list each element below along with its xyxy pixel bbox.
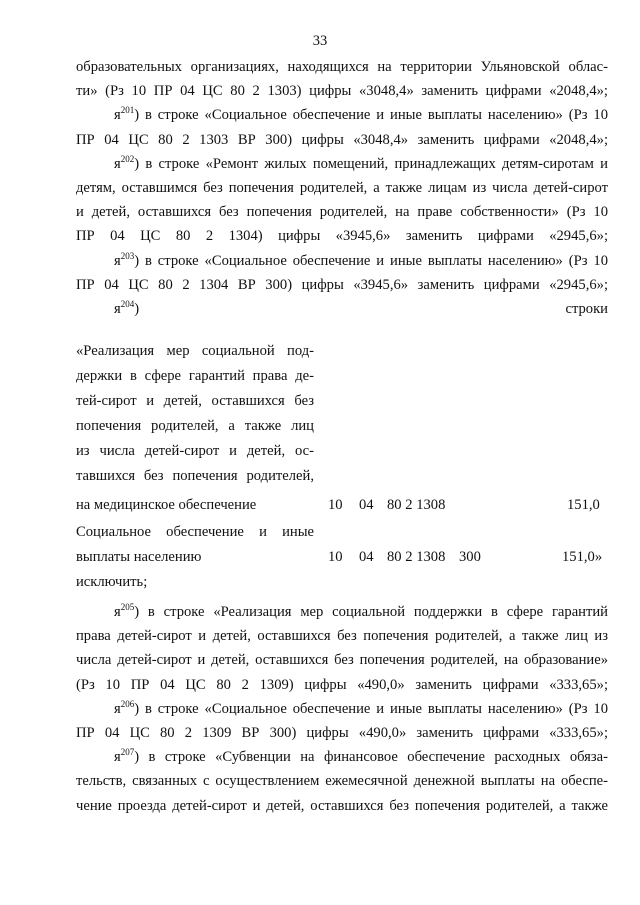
- text-line: ПР 04 ЦС 80 2 1304) цифры «3945,6» заменить цифрами «2945,6»;: [76, 228, 608, 245]
- text-block-tail: [76, 600, 608, 818]
- table-name-line: держки в сфере гарантий права де-: [76, 368, 314, 384]
- table-name-line: из числа детей-сирот и детей, ос-: [76, 443, 314, 459]
- text-line: права детей-сирот и детей, оставшихся без попечения родителей, а также лиц из: [76, 628, 608, 645]
- cell-rz: 10: [328, 549, 343, 565]
- table-row: [76, 497, 616, 521]
- text-block-bottom: [76, 570, 608, 594]
- cell-sum: 151,0»: [562, 549, 603, 565]
- text-line: (Рз 10 ПР 04 ЦС 80 2 1309) цифры «490,0» заменить цифрами «333,65»;: [76, 676, 608, 693]
- text-line: числа детей-сирот и детей, оставшихся без попечения родителей, на образование»: [76, 652, 608, 669]
- cell-pr: 04: [359, 549, 374, 565]
- row-name: выплаты населению: [76, 549, 202, 565]
- amendment-206: $я^{206}$) в строке «Социальное обеспечение и иные выплаты населению» (Рз 10: [114, 698, 608, 717]
- table-name-line: «Реализация мер социальной под-: [76, 343, 314, 359]
- table-name-line: Социальное обеспечение и иные: [76, 524, 314, 540]
- text-block-top: [76, 55, 608, 321]
- text-line: и детей, оставшихся без попечения родителей, на праве собственности» (Рз 10: [76, 204, 608, 221]
- amendment-203: $я^{203}$) в строке «Социальное обеспечение и иные выплаты населению» (Рз 10: [114, 250, 608, 269]
- cell-pr: 04: [359, 497, 374, 513]
- amendment-204: $я^{204}$) строки: [114, 298, 608, 317]
- text-line: чение проезда детей-сирот и детей, оставшихся без попечения родителей, а также: [76, 797, 608, 814]
- cell-vr: 300: [459, 549, 481, 565]
- cell-sum: 151,0: [567, 497, 600, 513]
- text-line: детям, оставшимся без попечения родителей, а также лицам из числа детей-сирот: [76, 179, 608, 196]
- text-line: ти» (Рз 10 ПР 04 ЦС 80 2 1303) цифры «3048,4» заменить цифрами «2048,4»;: [76, 83, 608, 100]
- amendment-202: $я^{202}$) в строке «Ремонт жилых помещений, принадлежащих детям-сиротам и: [114, 153, 608, 172]
- text-line: ПР 04 ЦС 80 2 1309 ВР 300) цифры «490,0» заменить цифрами «333,65»;: [76, 724, 608, 741]
- cell-cs: 80 2 1308: [387, 549, 446, 565]
- budget-table: [76, 343, 616, 593]
- cell-rz: 10: [328, 497, 343, 513]
- text-line: ПР 04 ЦС 80 2 1304 ВР 300) цифры «3945,6» заменить цифрами «2945,6»;: [76, 276, 608, 293]
- table-name-line: попечения родителей, а также лиц: [76, 418, 314, 434]
- page-number: 33: [312, 33, 328, 49]
- text-line: исключить;: [76, 574, 148, 590]
- text-line: ПР 04 ЦС 80 2 1303 ВР 300) цифры «3048,4» заменить цифрами «2048,4»;: [76, 131, 608, 148]
- table-name-line: тей-сирот и детей, оставшихся без: [76, 393, 314, 409]
- amendment-207: $я^{207}$) в строке «Субвенции на финансовое обеспечение расходных обяза-: [114, 747, 608, 766]
- cell-cs: 80 2 1308: [387, 497, 446, 513]
- table-name-line: тавшихся без попечения родителей,: [76, 468, 314, 484]
- row-name: на медицинское обеспечение: [76, 497, 257, 513]
- amendment-205: $я^{205}$) в строке «Реализация мер социальной поддержки в сфере гарантий: [114, 602, 608, 620]
- text-line: тельств, связанных с осуществлением ежемесячной денежной выплаты на обеспе-: [76, 773, 608, 790]
- text-line: образовательных организациях, находящихся на территории Ульяновской облас-: [76, 59, 608, 75]
- amendment-201: $я^{201}$) в строке «Социальное обеспечение и иные выплаты населению» (Рз 10: [114, 105, 608, 124]
